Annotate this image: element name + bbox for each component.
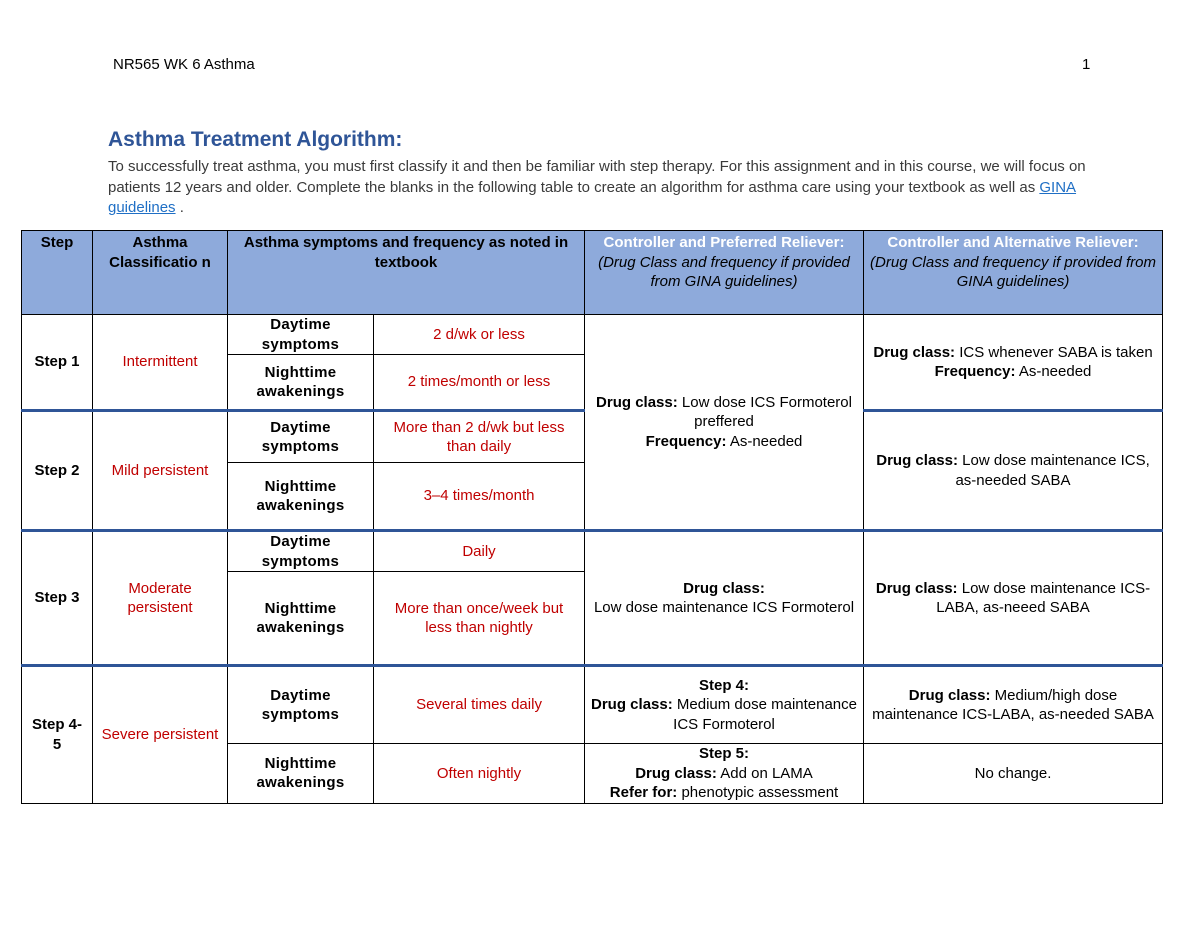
table-row [22, 315, 1163, 355]
classification-cell: Intermittent [93, 315, 228, 411]
drug-class-label: Drug class: [908, 686, 991, 704]
frequency-label: Frequency: [645, 432, 727, 450]
symptom-label: Nighttime awakenings [228, 463, 374, 531]
step4-drug: Medium dose maintenance ICS Formoterol [673, 696, 857, 733]
frequency-cell: 2 times/month or less [374, 355, 585, 411]
frequency-cell: More than once/week but less than nightly [374, 572, 585, 666]
controller-cell [585, 531, 864, 666]
controller-cell [585, 315, 864, 531]
alternative-step5-cell: No change. [864, 744, 1163, 804]
step4-label: Step 4: [699, 676, 750, 694]
alternative-cell [864, 315, 1163, 411]
step5-refer: phenotypic assessment [681, 784, 839, 801]
header-alternative-sub: (Drug Class and frequency if provided from GINA guidelines) [870, 253, 1156, 290]
symptom-label: Daytime symptoms [228, 411, 374, 463]
gina-guidelines-link[interactable]: GINA guidelines [108, 178, 1077, 216]
table-header-row [22, 231, 1163, 315]
controller-cell-step5 [585, 744, 864, 804]
step-cell: Step 4-5 [22, 666, 93, 804]
page-number: 1 [1082, 56, 1091, 73]
header-alternative [864, 231, 1163, 315]
alternative-frequency: As-needed [1018, 363, 1092, 380]
controller-cell-step4 [585, 666, 864, 744]
step-cell: Step 1 [22, 315, 93, 411]
classification-cell: Severe persistent [93, 666, 228, 804]
drug-class-label: Drug class: [683, 579, 765, 597]
header-controller [585, 231, 864, 315]
header-alternative-title: Controller and Alternative Reliever: [887, 234, 1139, 251]
controller-drug: Low dose maintenance ICS Formoterol [593, 599, 855, 616]
step-cell: Step 2 [22, 411, 93, 531]
header-classification: Asthma Classificatio n [93, 231, 228, 315]
symptom-label: Daytime symptoms [228, 315, 374, 355]
controller-drug: Low dose ICS Formoterol preffered [681, 393, 852, 431]
header-controller-title: Controller and Preferred Reliever: [603, 234, 845, 251]
controller-frequency: As-needed [729, 432, 803, 450]
alternative-drug: Low dose maintenance ICS-LABA, as-neeed SABA [936, 579, 1151, 616]
symptom-label: Daytime symptoms [228, 666, 374, 744]
frequency-label: Frequency: [934, 363, 1016, 380]
intro-paragraph [108, 157, 1093, 219]
document-header-title: NR565 WK 6 Asthma [113, 56, 255, 73]
header-step: Step [22, 231, 93, 315]
alternative-drug: ICS whenever SABA is taken [959, 343, 1153, 361]
refer-for-label: Refer for: [609, 784, 678, 801]
step5-label: Step 5: [699, 745, 750, 762]
step-cell: Step 3 [22, 531, 93, 666]
drug-class-label: Drug class: [635, 764, 717, 782]
frequency-cell: Several times daily [374, 666, 585, 744]
alternative-cell [864, 531, 1163, 666]
classification-cell: Moderate persistent [93, 531, 228, 666]
frequency-cell: More than 2 d/wk but less than daily [374, 411, 585, 463]
classification-cell: Mild persistent [93, 411, 228, 531]
drug-class-label: Drug class: [876, 452, 958, 469]
drug-class-label: Drug class: [875, 579, 958, 597]
symptom-label: Daytime symptoms [228, 531, 374, 572]
drug-class-label: Drug class: [873, 343, 956, 361]
alternative-drug: Medium/high dose maintenance ICS-LABA, as-needed SABA [872, 686, 1154, 723]
asthma-algorithm-table [21, 230, 1163, 804]
header-controller-sub: (Drug Class and frequency if provided from GINA guidelines) [598, 253, 850, 290]
drug-class-label: Drug class: [591, 696, 673, 714]
header-symptoms: Asthma symptoms and frequency as noted in textbook [228, 231, 585, 315]
frequency-cell: Daily [374, 531, 585, 572]
symptom-label: Nighttime awakenings [228, 572, 374, 666]
step5-drug: Add on LAMA [720, 764, 813, 782]
intro-tail: . [175, 199, 184, 216]
intro-text: To successfully treat asthma, you must first classify it and then be familiar with step therapy. For this assignment and in this course, we will focus on patients 12 years and older. Complete the blanks in the following table to create an algorithm for asthma care using your textbook as well as [108, 158, 1086, 196]
page-title: Asthma Treatment Algorithm: [108, 128, 403, 151]
frequency-cell: Often nightly [374, 744, 585, 804]
frequency-cell: 2 d/wk or less [374, 315, 585, 355]
alternative-cell [864, 411, 1163, 531]
table-row [22, 531, 1163, 572]
symptom-label: Nighttime awakenings [228, 355, 374, 411]
table-row [22, 666, 1163, 744]
frequency-cell: 3–4 times/month [374, 463, 585, 531]
alternative-cell [864, 666, 1163, 744]
alternative-drug: Low dose maintenance ICS, as-needed SABA [955, 452, 1150, 489]
drug-class-label: Drug class: [596, 393, 678, 411]
symptom-label: Nighttime awakenings [228, 744, 374, 804]
